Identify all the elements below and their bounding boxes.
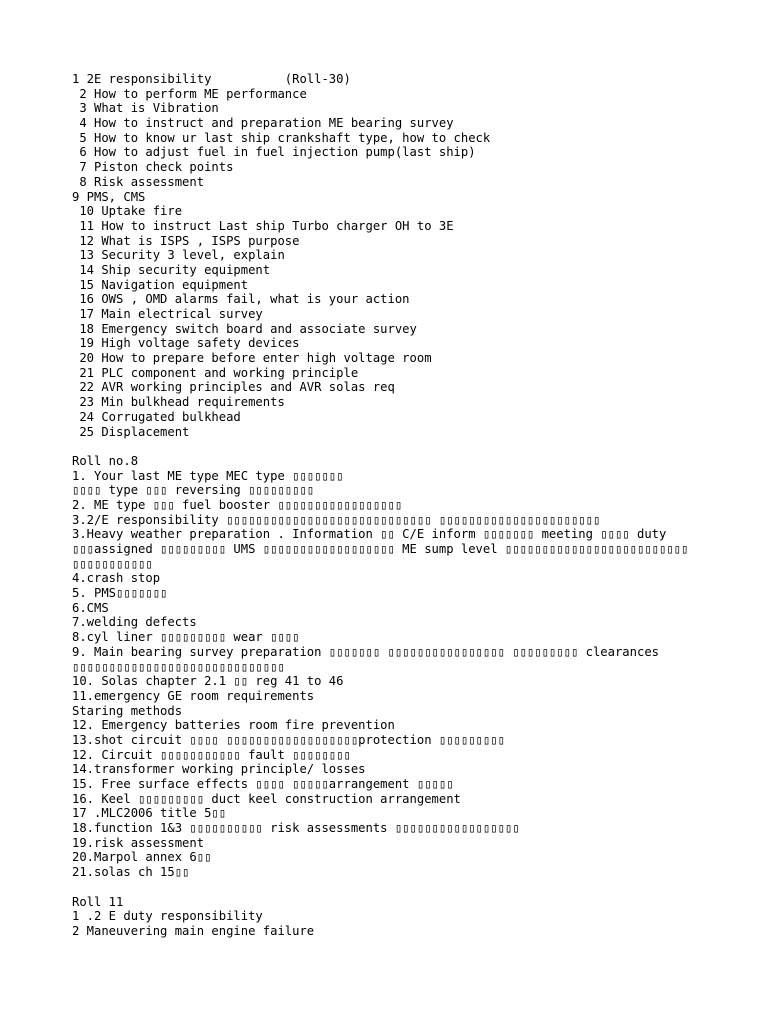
text-line: 24 Corrugated bulkhead: [72, 409, 241, 424]
text-line: 3.2/E responsibility ▯▯▯▯▯▯▯▯▯▯▯▯▯▯▯▯▯▯▯▯▯▯▯▯▯▯▯▯ ▯▯▯▯▯▯▯▯▯▯▯▯▯▯▯▯▯▯▯▯▯▯: [72, 512, 601, 527]
text-line: 9. Main bearing survey preparation ▯▯▯▯▯▯▯ ▯▯▯▯▯▯▯▯▯▯▯▯▯▯▯▯ ▯▯▯▯▯▯▯▯▯ clearances: [72, 644, 659, 659]
text-line: 15. Free surface effects ▯▯▯▯ ▯▯▯▯▯arrangement ▯▯▯▯▯: [72, 777, 454, 791]
text-line: 2 Maneuvering main engine failure: [72, 923, 315, 938]
text-line: 3.Heavy weather preparation . Information ▯▯ C/E inform ▯▯▯▯▯▯▯ meeting ▯▯▯▯ duty: [72, 527, 667, 542]
text-line: 2. ME type ▯▯▯ fuel booster ▯▯▯▯▯▯▯▯▯▯▯▯▯▯▯▯▯: [72, 497, 403, 512]
text-line: 22 AVR working principles and AVR solas req: [72, 380, 395, 395]
text-line: 23 Min bulkhead requirements: [72, 395, 285, 410]
text-line: 18.function 1&3 ▯▯▯▯▯▯▯▯▯▯ risk assessments ▯▯▯▯▯▯▯▯▯▯▯▯▯▯▯▯▯: [72, 821, 520, 836]
text-line: 6 How to adjust fuel in fuel injection pump(last ship): [72, 145, 476, 160]
text-line: 13 Security 3 level, explain: [72, 248, 285, 263]
text-line: 14.transformer working principle/ losses: [72, 762, 366, 777]
text-line: 17 Main electrical survey: [72, 307, 263, 321]
text-line: 6.CMS: [72, 600, 109, 615]
text-line: 12. Emergency batteries room fire prevention: [72, 718, 395, 733]
text-line: 25 Displacement: [72, 424, 190, 439]
text-line: [72, 439, 752, 454]
text-line: 4 How to instruct and preparation ME bearing survey: [72, 116, 454, 131]
text-line: 7 Piston check points: [72, 160, 234, 175]
text-line: 19.risk assessment: [72, 835, 205, 850]
text-line: 10. Solas chapter 2.1 ▯▯ reg 41 to 46: [72, 674, 344, 689]
text-line: 21 PLC component and working principle: [72, 365, 359, 380]
text-line: 20 How to prepare before enter high voltage room: [72, 351, 432, 366]
text-line: ▯▯▯▯▯▯▯▯▯▯▯: [72, 556, 153, 571]
text-line: 18 Emergency switch board and associate survey: [72, 321, 417, 336]
text-line: 3 What is Vibration: [72, 101, 219, 116]
text-line: Staring methods: [72, 703, 183, 718]
text-line: 10 Uptake fire: [72, 204, 183, 219]
text-line: 14 Ship security equipment: [72, 262, 271, 277]
text-line: ▯▯▯▯▯▯▯▯▯▯▯▯▯▯▯▯▯▯▯▯▯▯▯▯▯▯▯▯▯: [72, 659, 285, 674]
text-line: 15 Navigation equipment: [72, 277, 249, 292]
text-line: 5 How to know ur last ship crankshaft type, how to check: [72, 130, 491, 145]
text-line: 19 High voltage safety devices: [72, 336, 300, 351]
text-line: 21.solas ch 15▯▯: [72, 865, 190, 880]
text-line: 1 .2 E duty responsibility: [72, 909, 263, 924]
text-line: 4.crash stop: [72, 571, 161, 586]
text-line: 7.welding defects: [72, 615, 197, 630]
text-line: 11.emergency GE room requirements: [72, 688, 315, 703]
text-line: 1 2E responsibility (Roll-30): [72, 72, 351, 86]
text-line: 17 .MLC2006 title 5▯▯: [72, 806, 227, 821]
text-line: ▯▯▯assigned ▯▯▯▯▯▯▯▯▯ UMS ▯▯▯▯▯▯▯▯▯▯▯▯▯▯▯▯▯▯ ME sump level ▯▯▯▯▯▯▯▯▯▯▯▯▯▯▯▯▯▯▯▯▯▯▯▯▯: [72, 542, 689, 556]
text-line: 8 Risk assessment: [72, 174, 205, 189]
text-line: 20.Marpol annex 6▯▯: [72, 850, 212, 865]
document-page: [72, 72, 752, 939]
text-line: Roll no.8: [72, 453, 139, 468]
text-line: 8.cyl liner ▯▯▯▯▯▯▯▯▯ wear ▯▯▯▯: [72, 630, 300, 645]
text-line: 16. Keel ▯▯▯▯▯▯▯▯▯ duct keel construction arrangement: [72, 791, 461, 806]
text-line: 2 How to perform ME performance: [72, 86, 307, 101]
text-line: 12 What is ISPS , ISPS purpose: [72, 233, 300, 248]
text-line: 16 OWS , OMD alarms fail, what is your action: [72, 292, 410, 307]
text-line: ▯▯▯▯ type ▯▯▯ reversing ▯▯▯▯▯▯▯▯▯: [72, 483, 315, 498]
text-line: 11 How to instruct Last ship Turbo charger OH to 3E: [72, 218, 454, 233]
text-line: 9 PMS, CMS: [72, 189, 146, 204]
text-line: 5. PMS▯▯▯▯▯▯▯: [72, 586, 168, 601]
text-line: 12. Circuit ▯▯▯▯▯▯▯▯▯▯▯ fault ▯▯▯▯▯▯▯▯: [72, 747, 351, 762]
text-line: [72, 880, 752, 895]
text-line: Roll 11: [72, 894, 124, 909]
text-line: 13.shot circuit ▯▯▯▯ ▯▯▯▯▯▯▯▯▯▯▯▯▯▯▯▯▯▯protection ▯▯▯▯▯▯▯▯▯: [72, 732, 505, 747]
text-line: 1. Your last ME type MEC type ▯▯▯▯▯▯▯: [72, 468, 344, 483]
